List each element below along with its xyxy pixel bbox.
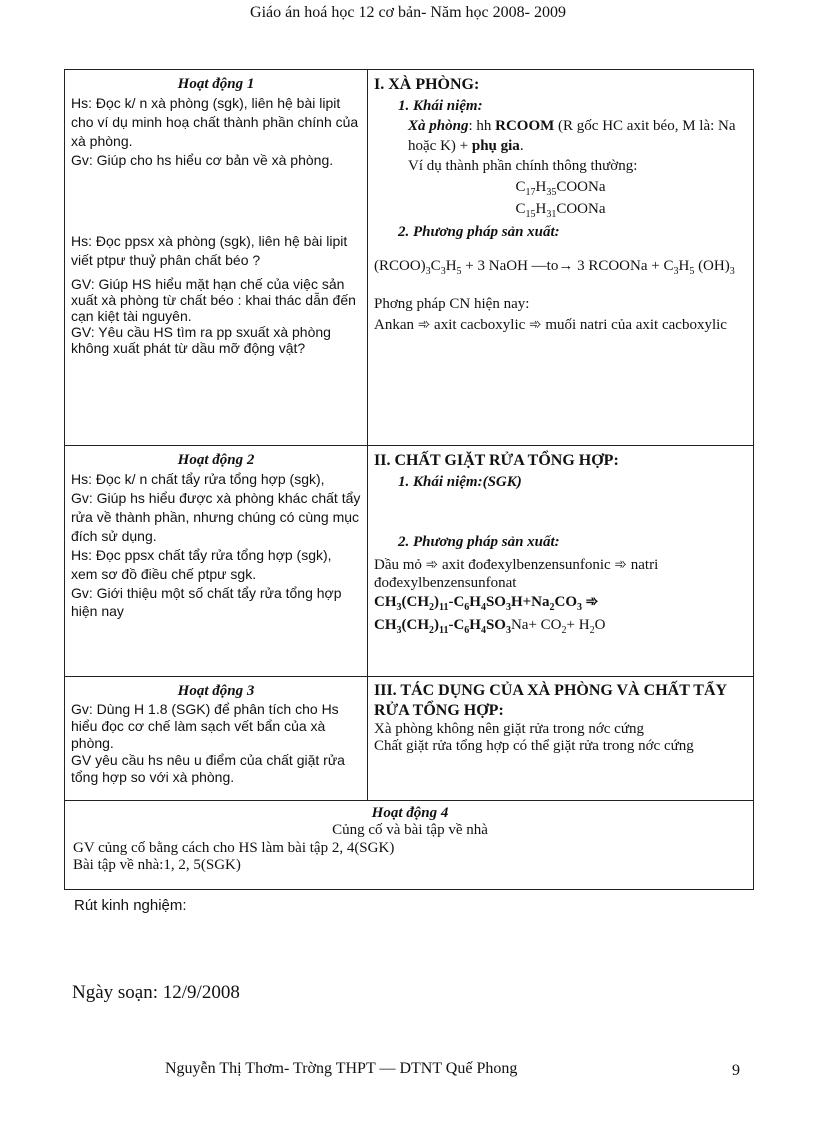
reaction-equation: $CH_3(CH_2)_{11}-C_6H_4SO_3Na+ CO_2+ H_2O$ xyxy=(374,616,606,636)
experience-note: Rút kinh nghiệm: xyxy=(74,897,187,914)
activity-title: Hoạt động 3 xyxy=(177,683,255,699)
preparation-date: Ngày soạn: 12/9/2008 xyxy=(72,982,240,1003)
activity-title: Hoạt động 2 xyxy=(177,452,255,468)
activity-text: Hs: Đọc k/ n chất tẩy rửa tổng hợp (sgk), xyxy=(71,471,325,488)
activity-2-cell xyxy=(65,446,368,677)
section-title: II. CHẤT GIẶT RỬA TỔNG HỢP: xyxy=(374,452,619,469)
subsection-title: 1. Khái niệm:(SGK) xyxy=(398,473,522,490)
activity-text: Gv: Giúp hs hiểu được xà phòng khác chất tẩy rửa về thành phần, nhưng chúng có cùng mục đích sử dụng. xyxy=(71,490,361,544)
formula: $C_{15}H_{31}COONa$ xyxy=(515,201,606,221)
reaction-equation: $CH_3(CH_2)_{11}-C_6H_4SO_3H+Na_2CO_3$ ➾ xyxy=(374,594,599,614)
activity-text: GV yêu cầu hs nêu u điểm của chất giặt rửa tổng hợp so với xà phòng. xyxy=(71,751,345,786)
example-text: Ví dụ thành phần chính thông thường: xyxy=(408,158,638,175)
subsection-title: 2. Phương pháp sản xuất: xyxy=(398,533,560,550)
activity-title: Hoạt động 1 xyxy=(177,76,255,92)
activity-text: Bài tập về nhà:1, 2, 5(SGK) xyxy=(73,856,241,873)
activity-text: Hs: Đọc ppsx xà phòng (sgk), liên hệ bài lipit viết ptpư thuỷ phân chất béo ? xyxy=(71,232,348,268)
subsection-title: 2. Phương pháp sản xuất: xyxy=(398,223,560,240)
activity-subtitle: Củng cố và bài tập về nhà xyxy=(332,822,488,839)
activity-text: Gv: Dùng H 1.8 (SGK) để phân tích cho Hs hiểu đọc cơ chế làm sạch vết bẩn của xà phòng. xyxy=(71,701,339,751)
subsection-title: 1. Khái niệm: xyxy=(398,97,483,114)
reaction-chain: Ankan ➾ axit cacboxylic ➾ muối natri của axit cacboxylic xyxy=(374,316,727,333)
section-text: Xà phòng không nên giặt rửa trong nớc cứng xyxy=(374,721,644,737)
activity-1-cell xyxy=(65,70,368,446)
page-footer: Nguyễn Thị Thơm- Trờng THPT — DTNT Quế Phong xyxy=(165,1060,518,1077)
definition: Xà phòng: hh RCOOM (R gốc HC axit béo, M là: Na hoặc K) + phụ gia. xyxy=(408,117,736,155)
section-title: III. TÁC DỤNG CỦA XÀ PHÒNG VÀ CHẤT TẨY RỬA TỔNG HỢP: xyxy=(374,682,727,719)
activity-text: GV: Yêu cầu HS tìm ra pp sxuất xà phòng không xuất phát từ dầu mỡ động vật? xyxy=(71,323,331,356)
method-text: Phơng pháp CN hiện nay: xyxy=(374,296,530,313)
formula: $C_{17}H_{35}COONa$ xyxy=(515,178,606,198)
table-row xyxy=(65,801,754,890)
section-text: Chất giặt rửa tổng hợp có thể giặt rửa trong nớc cứng xyxy=(374,738,694,755)
section-title: I. XÀ PHÒNG: xyxy=(374,76,480,93)
activity-text: Gv: Giúp cho hs hiểu cơ bản về xà phòng. xyxy=(71,151,334,168)
page-header: Giáo án hoá học 12 cơ bản- Năm học 2008- 2009 xyxy=(250,4,566,21)
activity-3-cell xyxy=(65,677,368,801)
table-row xyxy=(65,446,754,677)
activity-text: Gv: Giới thiệu một số chất tẩy rửa tổng hợp hiện nay xyxy=(71,584,342,620)
activity-text: Hs: Đọc k/ n xà phòng (sgk), liên hệ bài lipit cho ví dụ minh hoạ chất thành phần chính của xà phòng. xyxy=(71,95,359,150)
activity-text: GV: Giúp HS hiểu mặt hạn chế của việc sản xuất xà phòng từ chất béo : khai thác dẫn đến cạn kiệt tài nguyên. xyxy=(71,275,356,324)
activity-text: Hs: Đọc ppsx chất tẩy rửa tổng hợp (sgk), xem sơ đồ điều chế ptpư sgk. xyxy=(71,546,332,582)
section-2-cell xyxy=(368,446,754,677)
activity-4-cell xyxy=(65,801,754,890)
section-3-cell xyxy=(368,677,754,801)
table-row xyxy=(65,677,754,801)
saponification-equation: $(RCOO)_3C_3H_5 + 3$ NaOH —to→ 3 RCOONa + $C_3H_5$ $(OH)_3$ xyxy=(374,257,735,277)
activity-title: Hoạt động 4 xyxy=(371,805,449,821)
page-number: 9 xyxy=(732,1062,740,1079)
table-row xyxy=(65,70,754,446)
reaction-chain: Dầu mỏ ➾ axit đođexylbenzensunfonic ➾ natri đođexylbenzensunfonat xyxy=(374,557,659,592)
lesson-table xyxy=(64,69,754,890)
section-1-cell xyxy=(368,70,754,446)
activity-text: GV củng cố bằng cách cho HS làm bài tập 2, 4(SGK) xyxy=(73,839,395,856)
